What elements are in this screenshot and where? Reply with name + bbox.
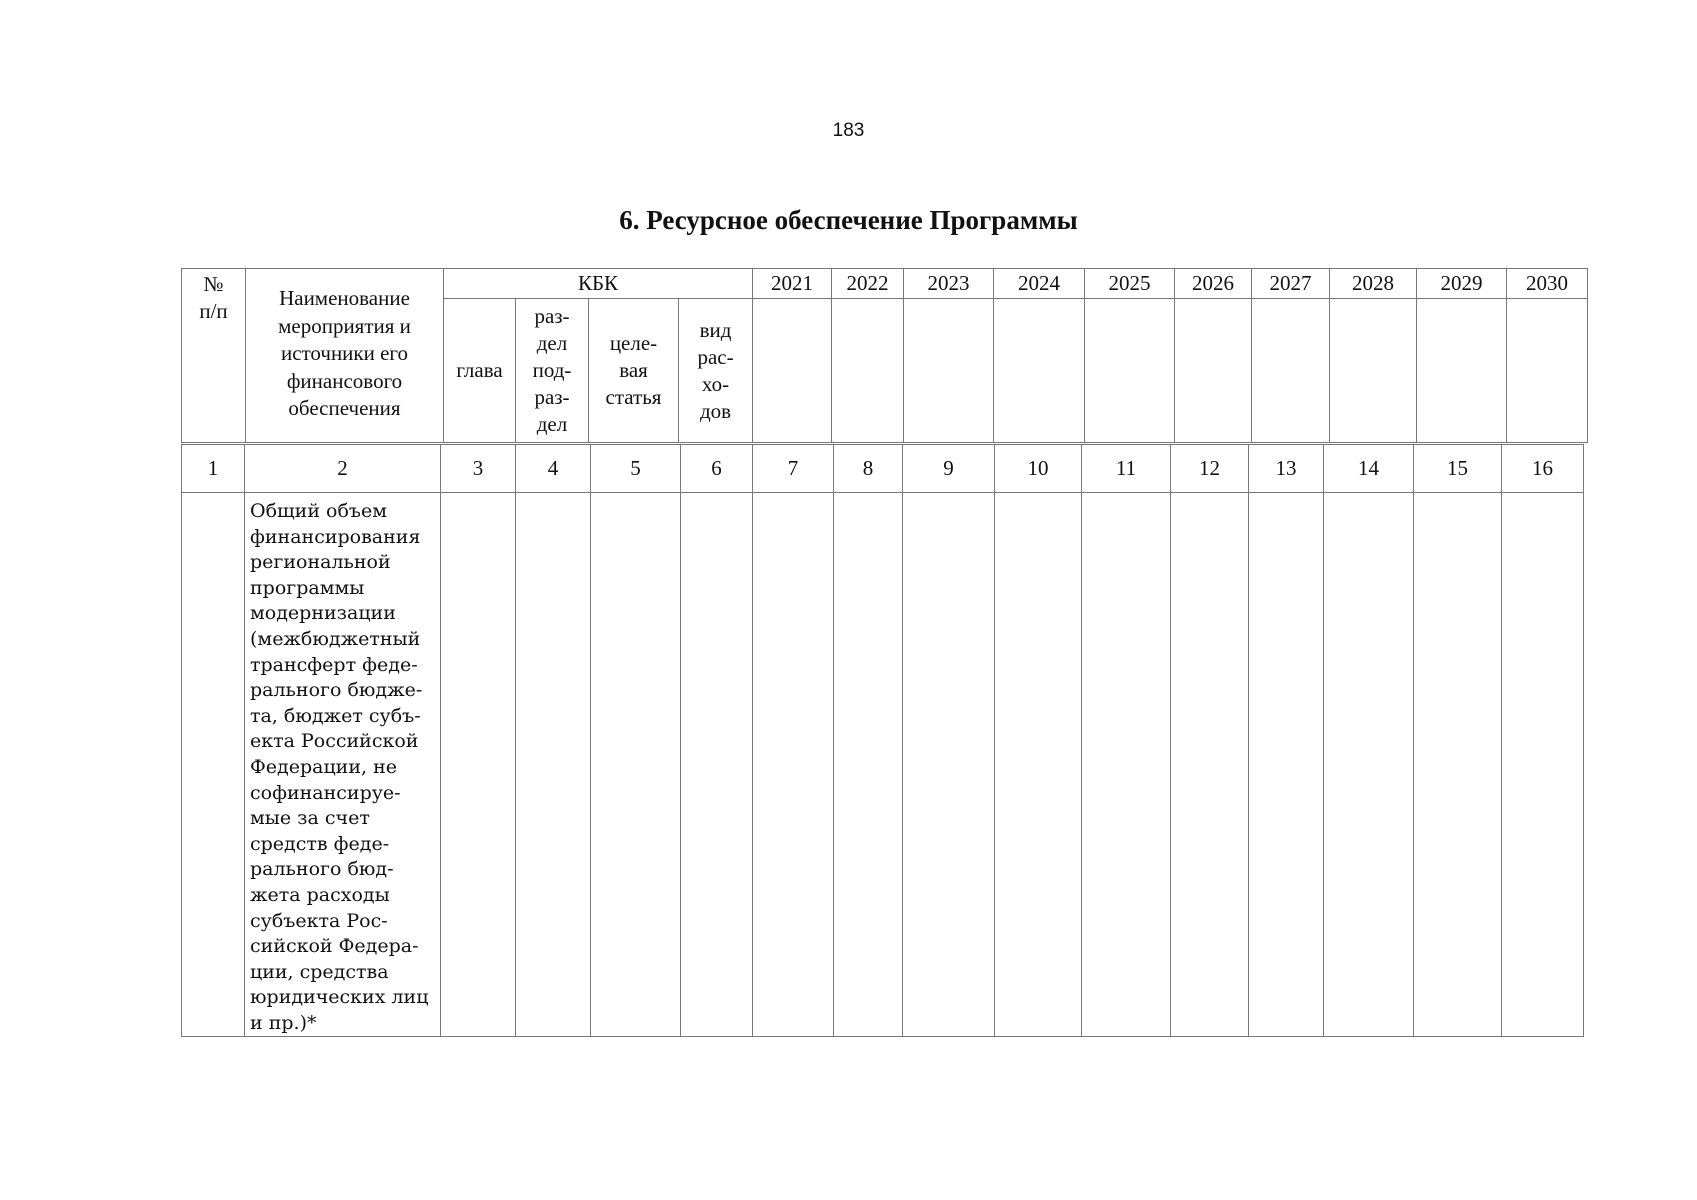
column-numbers-row: [182, 445, 1584, 493]
column-number: 9: [903, 445, 995, 493]
header-vid-label: вид рас- хо- дов: [697, 317, 734, 423]
table-cell: [1171, 493, 1249, 1037]
table-cell: [753, 493, 834, 1037]
column-number: 3: [441, 445, 516, 493]
header-celevaya: [589, 299, 679, 443]
table-cell: [1082, 493, 1171, 1037]
header-name: [246, 269, 444, 443]
column-number: 8: [834, 445, 903, 493]
header-number: [182, 269, 246, 443]
header-glava: глава: [444, 299, 516, 443]
table-cell: [1249, 493, 1324, 1037]
header-year-2021: 2021: [753, 269, 832, 299]
header-empty-cell: [753, 299, 832, 443]
header-vid: [679, 299, 753, 443]
header-empty-cell: [1417, 299, 1507, 443]
table-cell: [903, 493, 995, 1037]
column-number: 6: [681, 445, 753, 493]
table-cell: [681, 493, 753, 1037]
header-year-2024: 2024: [994, 269, 1085, 299]
column-number: 1: [182, 445, 245, 493]
table-cell: [182, 493, 245, 1037]
column-number: 10: [995, 445, 1082, 493]
header-year-2023: 2023: [904, 269, 994, 299]
column-number: 11: [1082, 445, 1171, 493]
header-razdel: [516, 299, 589, 443]
header-razdel-label: раз- дел под- раз- дел: [532, 304, 572, 436]
column-number: 14: [1324, 445, 1414, 493]
column-number: 2: [245, 445, 441, 493]
column-number: 5: [591, 445, 681, 493]
header-year-2030: 2030: [1507, 269, 1588, 299]
column-number: 7: [753, 445, 834, 493]
row-description: Общий объем финансирования региональной программы модернизации (межбюджетный трансферт феде- рального бюдже- та, бюджет субъ- екта Российской Федерации, не софинансируе- мые за счет средств феде- рального бюд- жета расходы субъекта Рос- сийской Федера- ции, средства юридических лиц и пр.)*: [245, 493, 441, 1037]
table-cell: [995, 493, 1082, 1037]
header-year-2027: 2027: [1252, 269, 1330, 299]
column-number: 4: [516, 445, 591, 493]
header-number-label: № п/п: [199, 272, 228, 323]
header-year-2022: 2022: [832, 269, 904, 299]
page-title: 6. Ресурсное обеспечение Программы: [619, 205, 1078, 235]
header-empty-cell: [994, 299, 1085, 443]
table-header: [181, 268, 1588, 443]
table-cell: [441, 493, 516, 1037]
table-cell: [834, 493, 903, 1037]
table-cell: [591, 493, 681, 1037]
page-number: 183: [832, 120, 865, 141]
table-body: [181, 444, 1584, 1037]
header-empty-cell: [1085, 299, 1175, 443]
header-empty-cell: [832, 299, 904, 443]
header-year-2025: 2025: [1085, 269, 1175, 299]
header-empty-cell: [1175, 299, 1252, 443]
column-number: 16: [1502, 445, 1584, 493]
header-kbk: КБК: [444, 269, 753, 299]
table-cell: [1414, 493, 1502, 1037]
header-empty-cell: [1507, 299, 1588, 443]
column-number: 15: [1414, 445, 1502, 493]
table-cell: [516, 493, 591, 1037]
header-year-2026: 2026: [1175, 269, 1252, 299]
header-empty-cell: [904, 299, 994, 443]
column-number: 12: [1171, 445, 1249, 493]
header-empty-cell: [1330, 299, 1417, 443]
column-number: 13: [1249, 445, 1324, 493]
header-year-2028: 2028: [1330, 269, 1417, 299]
header-celevaya-label: целе- вая статья: [605, 331, 662, 409]
table-row: [182, 493, 1584, 1037]
table-cell: [1502, 493, 1584, 1037]
header-name-label: Наименование мероприятия и источники его финансового обеспечения: [278, 286, 411, 420]
table-cell: [1324, 493, 1414, 1037]
header-year-2029: 2029: [1417, 269, 1507, 299]
header-empty-cell: [1252, 299, 1330, 443]
